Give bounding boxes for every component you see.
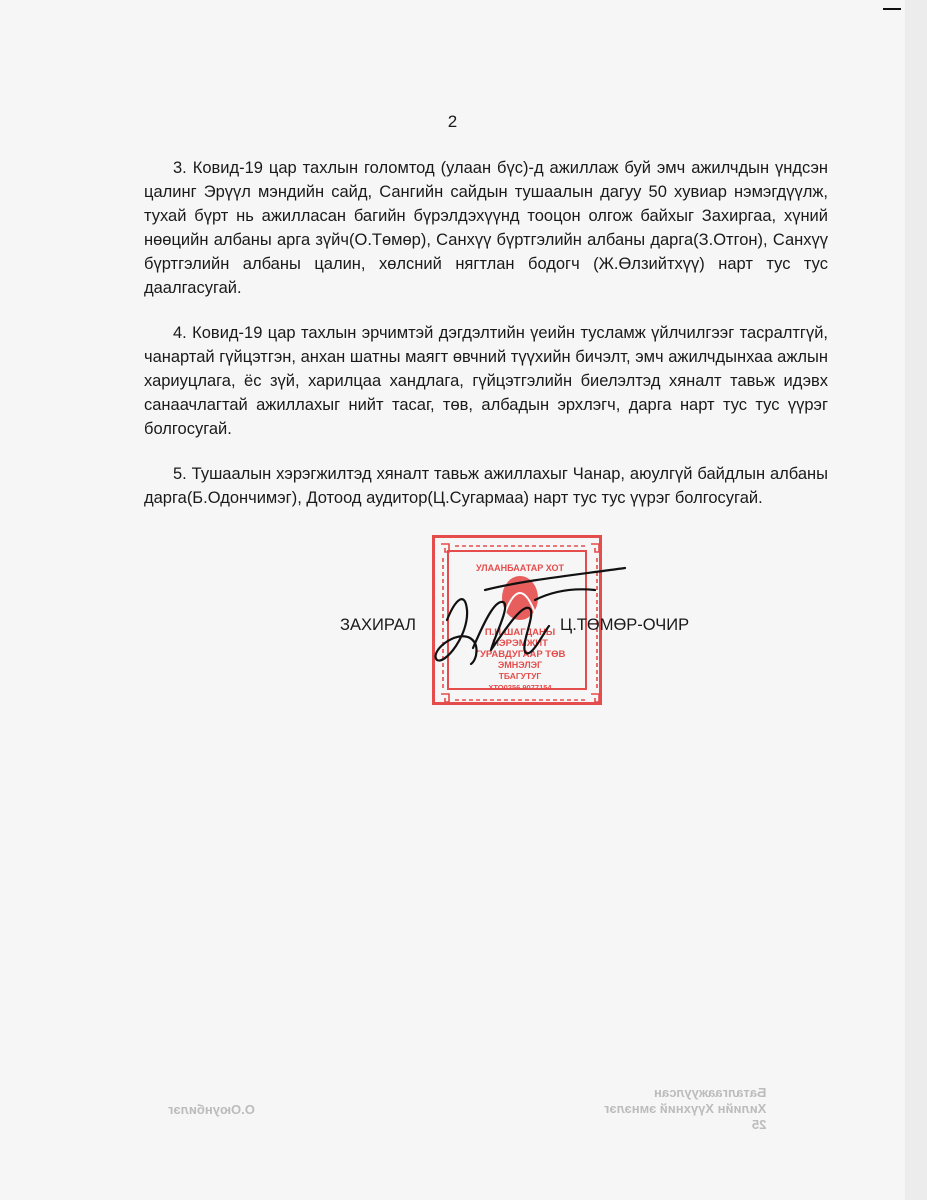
bottom-left-line-3: 25 — [751, 1117, 767, 1132]
stamp-director-line: ТБАГУТУГ — [498, 671, 542, 681]
bottom-left-block — [604, 1085, 766, 1133]
paragraph-4: 4. Ковид-19 цар тахлын эрчимтэй дэгдэлтийн үеийн тусламж үйлчилгээг тасралтгүй, чанартай гүйцэтгэн, анхан шатны маягт өвчний түүхийн бичэлт, эмч ажилчдынхаа ажлын хариуцлага, ёс зүй, харилцаа хандлага, гүйцэтгэлийн биелэлтэд хяналт тавьж идэвх санаачлагтай ажиллахыг нийт тасаг, төв, албадын эрхлэгч, дарга нарт тус тус үүрэг болгосугай. — [144, 324, 828, 438]
stamp-line-3: ГУРАВДУГААР ТӨВ — [474, 649, 566, 660]
stamp-top-text: УЛААНБААТАР ХОТ — [476, 563, 564, 573]
stamp-line-1: П.Н.ШАГДАНЫ — [484, 627, 556, 638]
handwritten-signature — [425, 560, 635, 680]
stamp-line-4: ЭМНЭЛЭГ — [497, 660, 543, 670]
edge-mark — [883, 8, 901, 10]
stamp-reg-line: ХТО0256 9077154 — [488, 683, 552, 692]
stamp-line-2: НЭРЭМЖИТ — [492, 638, 548, 649]
signer-name: Ц.ТӨМӨР-ОЧИР — [560, 616, 690, 634]
page-number: 2 — [447, 112, 458, 131]
bottom-left-line-1: Баталгаажуулсан — [654, 1085, 767, 1100]
signer-title: ЗАХИРАЛ — [340, 616, 416, 634]
bottom-left-line-2: Хилийн Хүүхний эмнэлэг — [604, 1101, 767, 1116]
bottom-right-name: О.Оюунбилэг — [168, 1102, 255, 1117]
paragraph-5: 5. Тушаалын хэрэгжилтэд хяналт тавьж ажиллахыг Чанар, аюулгүй байдлын албаны дарга(Б.Одончимэг), Дотоод аудитор(Ц.Сугармаа) нарт тус тус үүрэг болгосугай. — [144, 465, 828, 507]
paragraph-3: 3. Ковид-19 цар тахлын голомтод (улаан бүс)-д ажиллаж буй эмч ажилчдын үндсэн цалинг Эрүүл мэндийн сайд, Сангийн сайдын тушаалын дагуу 50 хувиар нэмэгдүүлж, тухай бүрт нь ажилласан багийн бүрэлдэхүүнд тооцон олгож байхыг Захиргаа, хүний нөөцийн албаны арга зүйч(О.Төмөр), Санхүү бүртгэлийн албаны дарга(З.Отгон), Санхүү бүртгэлийн албаны цалин, хөлсний нягтлан бодогч (Ж.Өлзийтхүү) нарт тус тус даалгасугай. — [144, 159, 828, 297]
document-body — [144, 156, 828, 531]
